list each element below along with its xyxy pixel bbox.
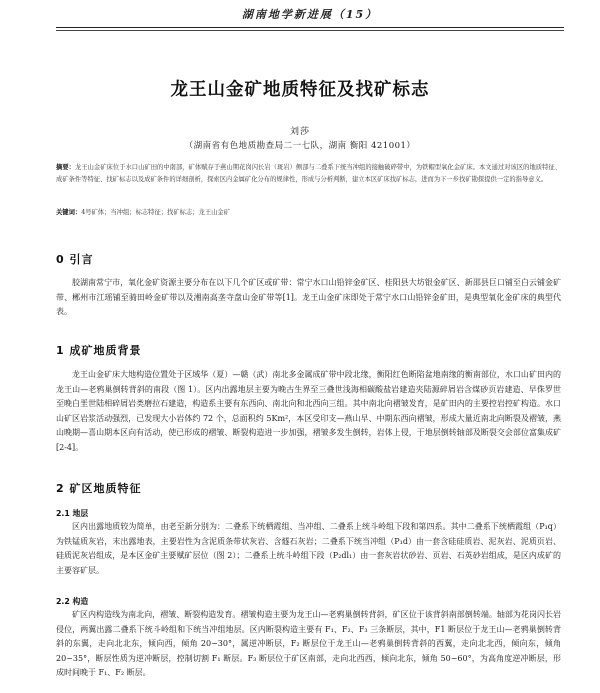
subsection-heading-stratigraphy: 2.1 地层 <box>56 509 89 518</box>
section-heading-geology: 2 矿区地质特征 <box>56 482 142 495</box>
article-title: 龙王山金矿地质特征及找矿标志 <box>170 80 430 100</box>
article-author: 刘莎 <box>289 127 310 137</box>
author-affiliation: （湖南省有色地质勘查局二一七队，湖南 衡阳 421001） <box>184 141 416 151</box>
keywords-text: 4号矿体；当冲组；标志特征；找矿标志；龙王山金矿 <box>81 209 231 216</box>
abstract-label: 摘要： <box>56 164 75 171</box>
abstract-text: 龙王山金矿床位于水口山矿田的中南部，矿体赋存于燕山期花岗闪长岩（斑岩）侧部与二叠系下统当冲组的接触破碎带中，为铁帽型氧化金矿床。本文通过对该区的地质特征、成矿条件等特征、找矿标志以及成矿条件的详细剖析，探索区内金属矿化分布的规律性，形成与分析判断，建立本区矿床找矿标志，进而为下一步找矿勘探提供一定的指导意义。 <box>56 164 562 183</box>
journal-running-header: 湖南地学新进展（15） <box>241 8 379 21</box>
subsection-heading-structure: 2.2 构造 <box>56 597 89 606</box>
background-paragraph: 龙王山金矿床大地构造位置处于区域华（夏）—赣（武）南北多金属成矿带中段北缘，衡阳红色断陷盆地南缘的衡南部位，水口山矿田内的龙王山—老鸦巢倒转背斜的南段（图 1）。区内出露地层主要为晚古生界至三叠世浅海相碳酸盐岩建造夹陆源碎屑岩含煤砂页岩建造、早侏罗世至晚白垩世陆相碎屑岩类磨拉石建造，构造系主要有东西向、南北向和北西向三组。其中南北向褶皱发育，是矿田内的主要控岩控矿构造。水口山矿区岩浆活动强烈，已发现大小岩体约 72 个，总面积约 5Km²，本区受印支—燕山早、中期东西向褶皱，形成大量近南北向断裂及褶皱，燕山晚期—喜山期本区向有活动，使已形成的褶皱、断裂构造进一步加强，褶皱多发生倒转，岩体上侵，于地层倒转轴部及断裂交会部位富集成矿[2-4]。 <box>56 370 561 452</box>
intro-paragraph: 胶湖南常宁市，氧化金矿资源主要分布在以下几个矿区或矿带：常宁水口山铅锌金矿区、桂阳县大坊银金矿区、新邵县巨口铺至白云铺金矿带、郴州市江瑶铺至骑田岭金矿带以及湘南高垄寺盘山金矿带等[1]。龙王山金矿床即处于常宁水口山铅锌金矿田，是典型氧化金矿床的典型代表。 <box>56 278 561 317</box>
header-rule-thin <box>56 30 564 31</box>
stratigraphy-paragraph: 区内出露地质较为简单，由老至新分别为：二叠系下统栖霞组、当冲组、二叠系上统斗岭组下段和第四系。其中二叠系下统栖霞组（P₁q）为铁锰质灰岩，末出露地表，主要岩性为含泥质条带状灰岩、含燧石灰岩；二叠系下统当冲组（P₁d）由一套含硅硅质岩、泥灰岩、泥质页岩、硅质泥灰岩组成，是本区金矿主要赋矿层位（图 2）；二叠系上统斗岭组下段（P₂dl₁）由一套灰岩状砂岩、页岩、石英砂岩组成，是区内成矿的主要容矿层。 <box>56 522 561 575</box>
header-rule-thick <box>56 27 564 28</box>
structure-paragraph: 矿区内构造线为南北向，褶皱、断裂构造发育。褶皱构造主要为龙王山—老鸦巢倒转背斜，矿区位于该背斜南部倒转端。轴部为花岗闪长岩侵位，两翼出露二叠系下统斗岭组和下统当冲组地层。区内断裂构造主要有 F₁、F₂、F₃ 三条断层，其中，F1 断层位于龙王山—老鸦巢倒转背斜的东翼，走向北北东，倾向西，倾角 20~30°，属逆冲断层，F₂ 断层位于龙王山—老鸦巢倒转背斜的西翼，走向北北西，倾向东，倾角 20~35°，断层性质为逆冲断层，控制切割 F₁ 断层。F₃ 断层位于矿区南部，走向北西西，倾向北东，倾角 50~60°，为高角度逆冲断层，形成时间晚于 F₁、F₂ 断层。 <box>56 610 561 678</box>
keywords-label: 关键词： <box>56 209 82 216</box>
section-heading-background: 1 成矿地质背景 <box>56 344 142 357</box>
keywords-block <box>56 207 561 219</box>
abstract-block <box>56 162 561 186</box>
section-heading-intro: 0 引言 <box>56 253 94 266</box>
